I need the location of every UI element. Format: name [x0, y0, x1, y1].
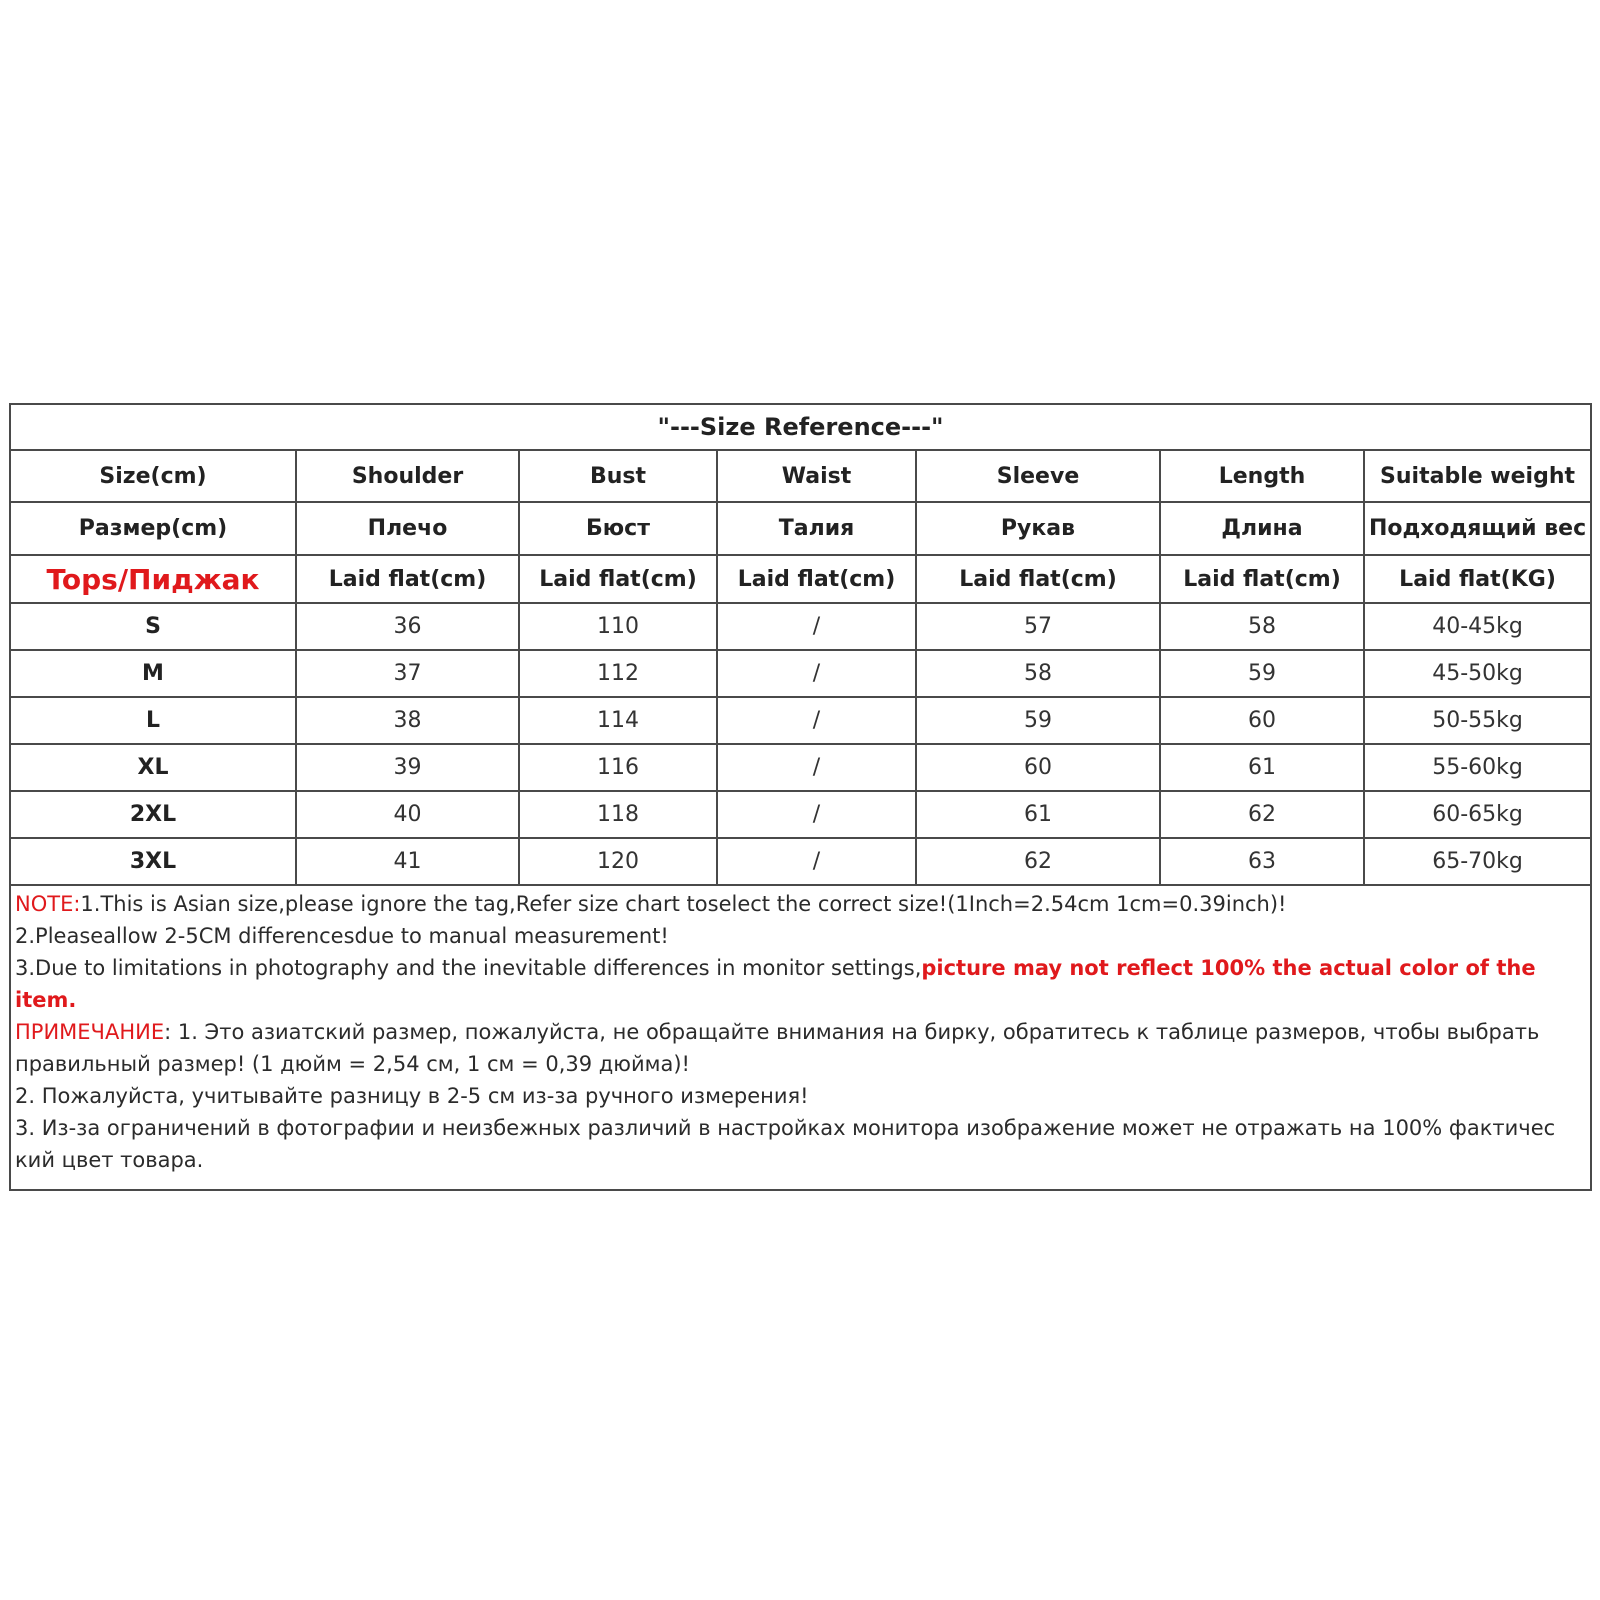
table-cell: 114: [519, 697, 717, 744]
table-row: [11, 791, 1590, 838]
table-row: [11, 744, 1590, 791]
table-cell: 45-50kg: [1364, 650, 1590, 697]
note-line-ru: [15, 1016, 1587, 1080]
table-cell: 110: [519, 603, 717, 650]
table-cell: /: [717, 697, 916, 744]
table-cell: 62: [916, 838, 1160, 885]
column-header: Shoulder: [296, 450, 519, 502]
table-cell: 116: [519, 744, 717, 791]
note-line: [15, 952, 1587, 1016]
table-cell: 40-45kg: [1364, 603, 1590, 650]
column-header-ru: Талия: [717, 502, 916, 555]
size-table: [11, 405, 1590, 886]
note-label-ru: ПРИМЕЧАНИЕ: [15, 1020, 165, 1044]
unit-label: Laid flat(cm): [916, 555, 1160, 603]
table-cell: 58: [1160, 603, 1364, 650]
table-cell: 55-60kg: [1364, 744, 1590, 791]
note-label: NOTE:: [15, 892, 81, 916]
unit-label: Laid flat(cm): [519, 555, 717, 603]
column-header: Size(cm): [11, 450, 296, 502]
table-cell: /: [717, 603, 916, 650]
table-cell: 63: [1160, 838, 1364, 885]
note-line-ru: 3. Из-за ограничений в фотографии и неизбежных различий в настройках монитора изображение может не отражать на 100% фактичес кий цвет товара.: [15, 1116, 1556, 1172]
table-cell: 62: [1160, 791, 1364, 838]
table-cell: 112: [519, 650, 717, 697]
table-cell: 41: [296, 838, 519, 885]
table-cell: 60: [1160, 697, 1364, 744]
table-cell: 59: [1160, 650, 1364, 697]
header-row-english: [11, 450, 1590, 502]
column-header-ru: Подходящий вес: [1364, 502, 1590, 555]
table-cell: 60-65kg: [1364, 791, 1590, 838]
size-label: M: [11, 650, 296, 697]
table-row: [11, 603, 1590, 650]
note-highlight: picture may not reflect 100% the actual color of the item.: [15, 956, 1536, 1012]
table-cell: 58: [916, 650, 1160, 697]
column-header-ru: Бюст: [519, 502, 717, 555]
unit-label: Laid flat(KG): [1364, 555, 1590, 603]
table-cell: 37: [296, 650, 519, 697]
column-header-ru: Длина: [1160, 502, 1364, 555]
table-cell: 40: [296, 791, 519, 838]
note-text: 1.This is Asian size,please ignore the tag,Refer size chart toselect the correct size!(1Inch=2.54cm 1cm=0.39inch)!: [80, 892, 1287, 916]
unit-label: Laid flat(cm): [1160, 555, 1364, 603]
note-line: [15, 888, 1587, 920]
table-cell: /: [717, 744, 916, 791]
size-label: S: [11, 603, 296, 650]
table-title: "---Size Reference---": [11, 405, 1590, 450]
table-cell: 65-70kg: [1364, 838, 1590, 885]
column-header: Suitable weight: [1364, 450, 1590, 502]
table-cell: 60: [916, 744, 1160, 791]
column-header: Bust: [519, 450, 717, 502]
table-cell: 39: [296, 744, 519, 791]
header-row-units: [11, 555, 1590, 603]
notes-section: [15, 888, 1587, 1176]
size-label: 2XL: [11, 791, 296, 838]
note-text: 3.Due to limitations in photography and the inevitable differences in monitor settings,: [15, 956, 922, 980]
size-label: 3XL: [11, 838, 296, 885]
unit-label: Laid flat(cm): [717, 555, 916, 603]
column-header-ru: Плечо: [296, 502, 519, 555]
table-cell: /: [717, 791, 916, 838]
table-row: [11, 697, 1590, 744]
table-cell: 120: [519, 838, 717, 885]
size-label: XL: [11, 744, 296, 791]
table-row: [11, 838, 1590, 885]
table-cell: 38: [296, 697, 519, 744]
table-cell: 36: [296, 603, 519, 650]
size-chart: [9, 403, 1592, 1191]
header-row-russian: [11, 502, 1590, 555]
size-label: L: [11, 697, 296, 744]
column-header-ru: Рукав: [916, 502, 1160, 555]
table-cell: 50-55kg: [1364, 697, 1590, 744]
table-row: [11, 650, 1590, 697]
note-line: 2.Pleaseallow 2-5CM differencesdue to manual measurement!: [15, 924, 669, 948]
garment-type-label: Tops/Пиджак: [11, 555, 296, 603]
unit-label: Laid flat(cm): [296, 555, 519, 603]
column-header: Length: [1160, 450, 1364, 502]
note-text-ru: : 1. Это азиатский размер, пожалуйста, не обращайте внимания на бирку, обратитесь к таблице размеров, чтобы выбрать правильный размер! (1 дюйм = 2,54 см, 1 см = 0,39 дюйма)!: [15, 1020, 1540, 1076]
column-header: Waist: [717, 450, 916, 502]
note-line-ru: 2. Пожалуйста, учитывайте разницу в 2-5 см из-за ручного измерения!: [15, 1084, 809, 1108]
table-cell: 57: [916, 603, 1160, 650]
table-cell: 118: [519, 791, 717, 838]
column-header: Sleeve: [916, 450, 1160, 502]
table-cell: 61: [1160, 744, 1364, 791]
table-cell: /: [717, 838, 916, 885]
table-cell: 61: [916, 791, 1160, 838]
table-cell: /: [717, 650, 916, 697]
table-cell: 59: [916, 697, 1160, 744]
column-header-ru: Размер(cm): [11, 502, 296, 555]
